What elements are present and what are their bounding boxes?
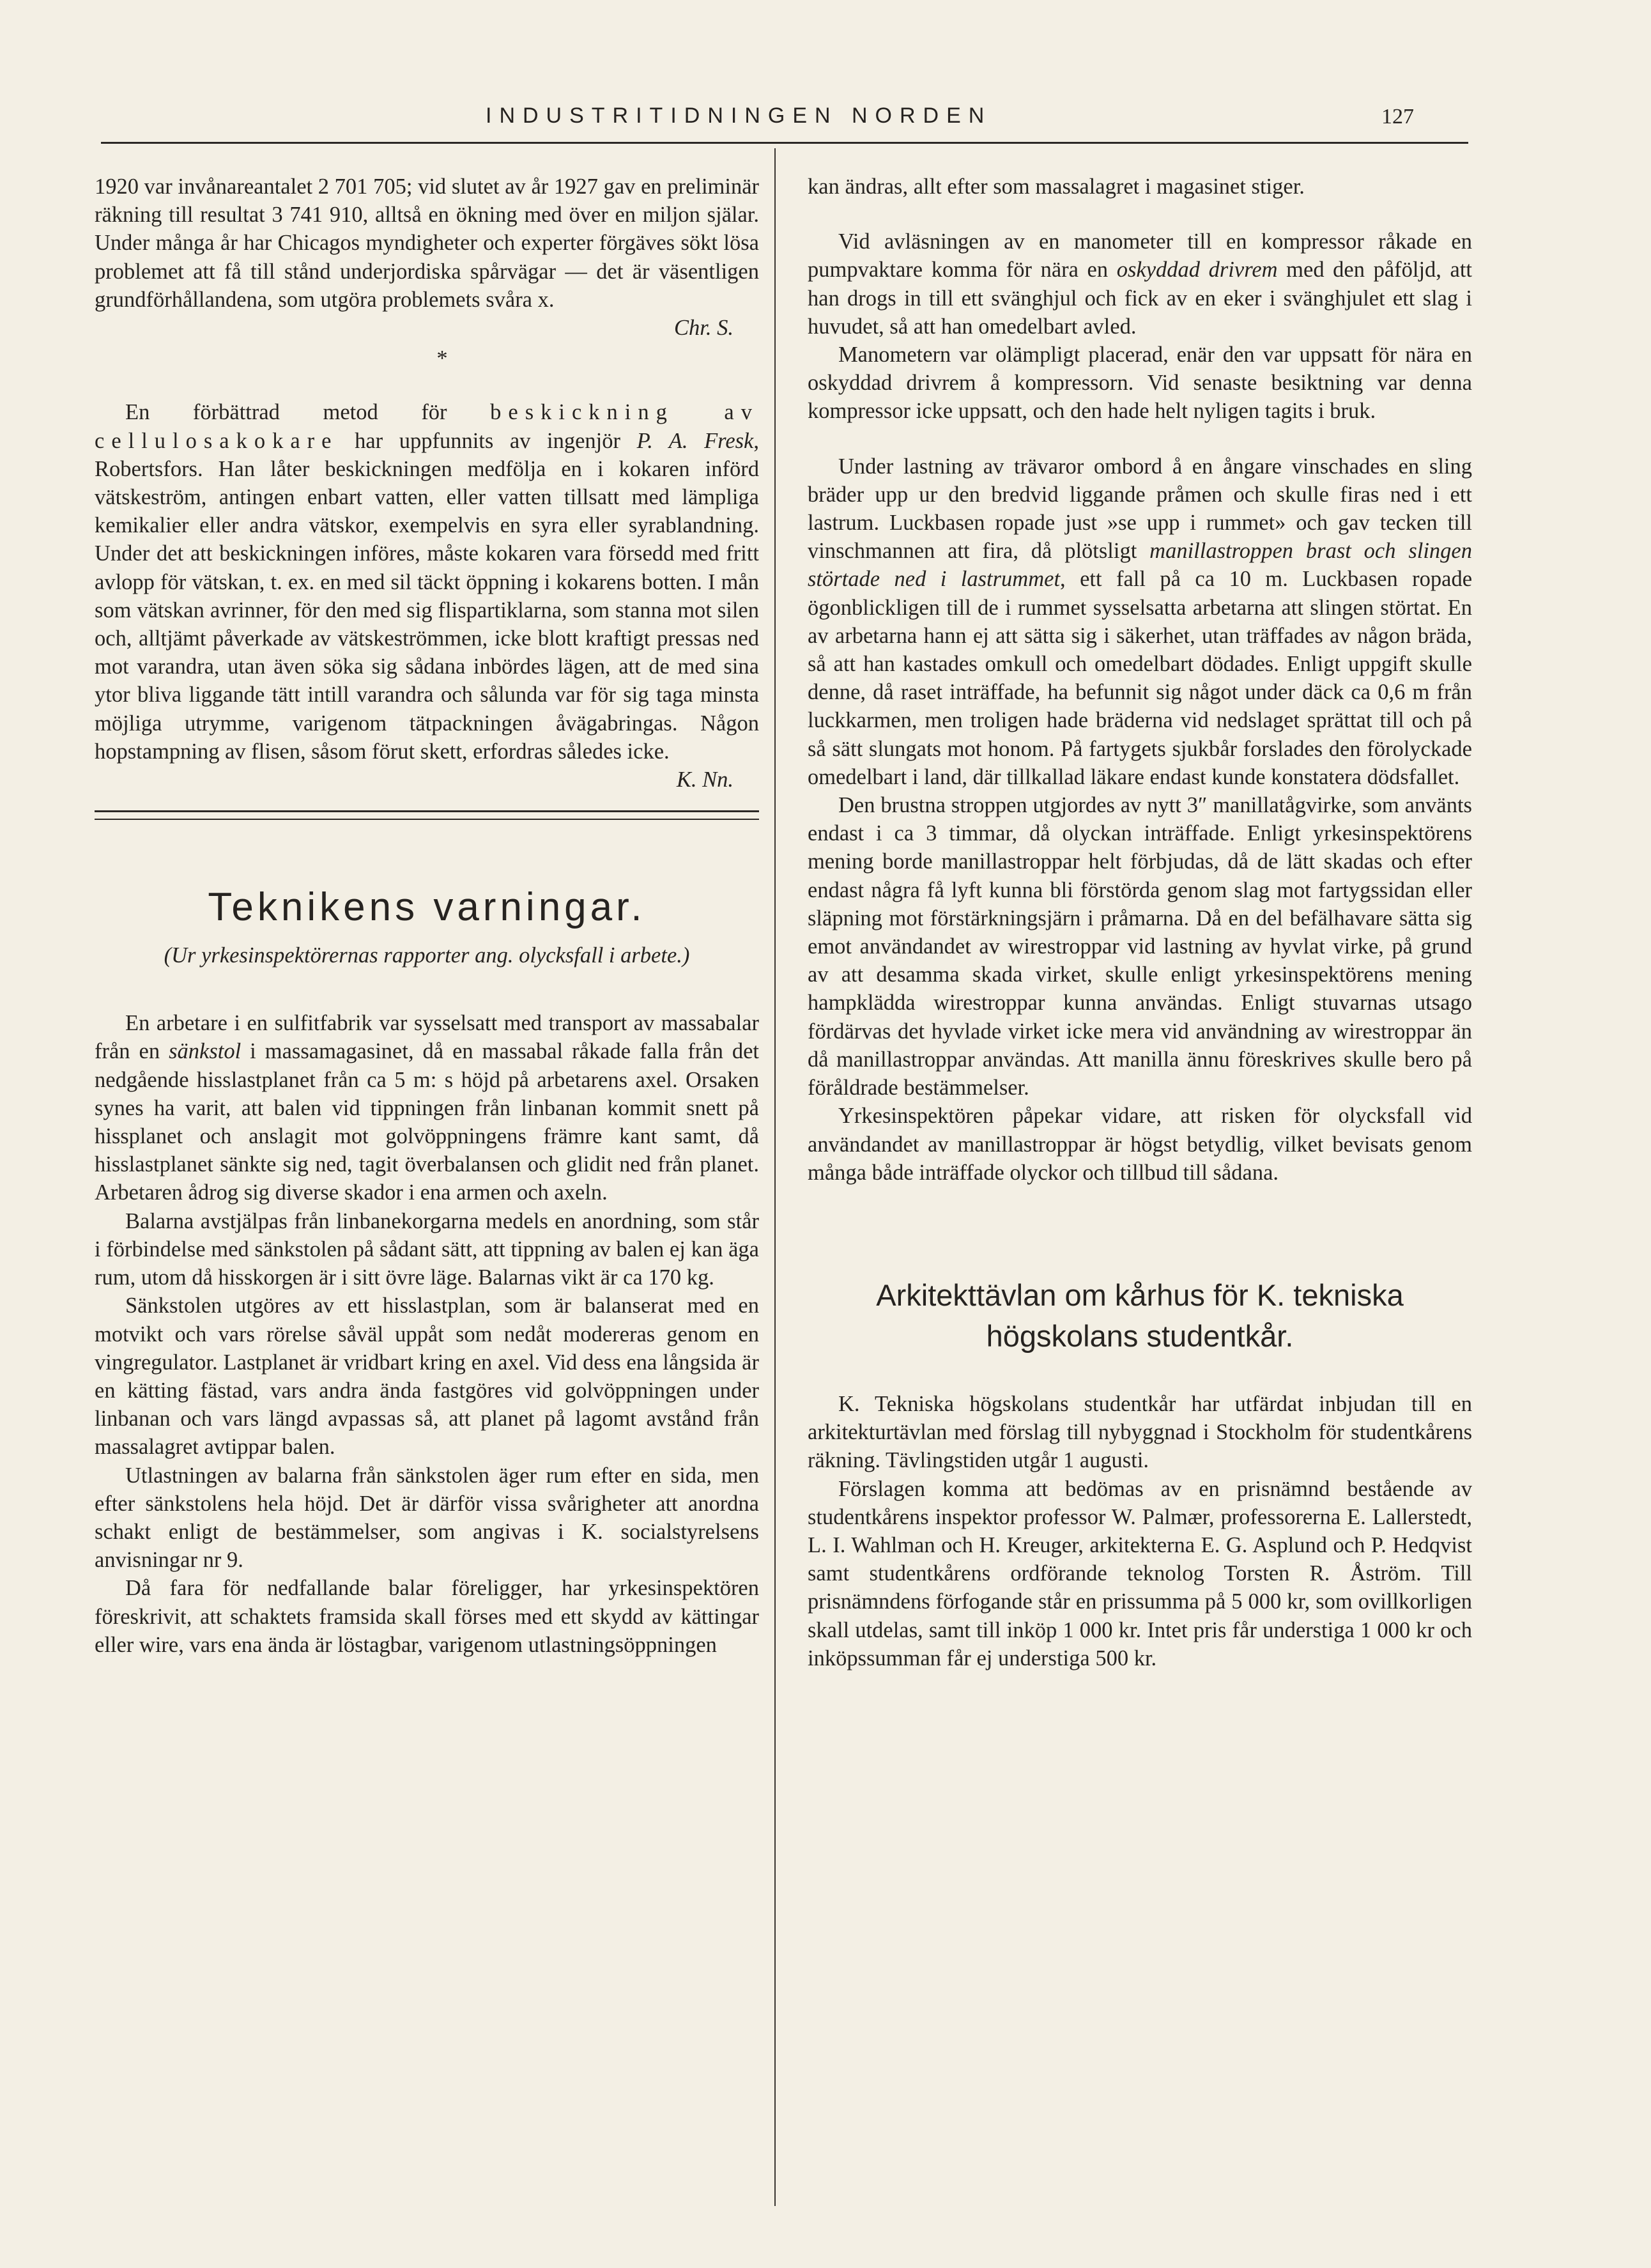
manometer-part-a: Vid avläsningen av en manometer till en kompressor råkade en pumpvaktare komma för nära en — [808, 229, 1472, 282]
paragraph-manometer — [808, 228, 1472, 341]
paragraph-balarna: Balarna avstjälpas från linbanekorgarna medels en anordning, som står i förbindelse med sänkstolen på sådant sätt, att tippning av balen ej kan äga rum, utom då hisskorgen är i sitt övre läge. Balarnas vikt är ca 170 kg. — [95, 1208, 759, 1290]
para1-part-b: i massamagasinet, då en massabal råkade falla från det nedgående hisslastplanet från ca 5 m: s höjd på arbetarens axel. Orsaken synes ha varit, att balen vid tippningen från linbanan kommit snett på hissplanet och anslagit mot golvöppningens främre kant samt, då hisslastplanet sänkte sig ned, tagit överbalansen och glidit ned från planet. Arbetaren ådrog sig diverse skador i ena armen och axeln. — [95, 1039, 759, 1205]
paragraph-utlastningen: Utlastningen av balarna från sänkstolen äger rum efter en sida, men efter sänkstolens hela höjd. Det är därför vissa svårigheter att anordna schakt enligt de bestämmelser, som angivas i K. socialstyrelsens anvisningar nr 9. — [95, 1463, 759, 1573]
para1-part-a: En arbetare i en sulfitfabrik var sysselsatt med transport av massabalar från en — [95, 1011, 759, 1064]
beskickning-intro: En förbättrad metod för — [125, 400, 491, 425]
section-title-arkitekttavlan — [808, 1275, 1472, 1357]
paragraph-fara: Då fara för nedfallande balar föreligger, har yrkesinspektören föreskrivit, att schaktets framsida skall förses med ett skydd av kättingar eller wire, vars ena ända är löstagbar, varigenom utlastningsöppningen — [95, 1576, 759, 1657]
manometer-italic: oskyddad drivrem — [1116, 258, 1278, 282]
paragraph-chicago: 1920 var invånareantalet 2 701 705; vid slutet av år 1927 gav en preliminär räkning till resultat 3 741 910, alltså en ökning med över en miljon själar. Under många år har Chicagos myndigheter och experter förgäves sökt lösa problemet att få till stånd underjordiska spårvägar — det är väsentligen grundförhållandena, som utgöra problemets svåra x. — [95, 174, 759, 312]
paragraph-arkitekt-1: K. Tekniska högskolans studentkår har utfärdat inbjudan till en arkitekturtävlan med förslag till nybyggnad i Stockholm för studentkårens räkning. Tävlingstiden utgår 1 augusti. — [808, 1391, 1472, 1473]
section-title-teknikens-varningar: Teknikens varningar. — [208, 885, 646, 930]
paragraph-continuation: kan ändras, allt efter som massalagret i magasinet stiger. — [808, 174, 1305, 199]
section-double-rule — [95, 810, 759, 820]
beskickning-spaced-term: beskickning av cellulosakokare — [95, 400, 759, 453]
inventor-name: P. A. Fresk — [636, 428, 754, 453]
beskickning-rest: , Robertsfors. Han låter beskickningen medfölja en i kokaren införd vätskeström, antingen enbart vatten, eller vatten tillsatt med lämpliga kemikalier eller andra vätskor, exempelvis en syra eller syrablandning. Under det att beskickningen införes, måste kokaren vara försedd med fritt avlopp för vätskan, t. ex. en med sil täckt öppning i kokarens botten. I mån som vätskan avrinner, för den med sig flispartiklarna, som stanna mot silen och, alltjämt påverkade av vätskeströmmen, icke blott kraftigt pressas ned mot varandra, utan även söka sig sådana inbördes lägen, att de med sina ytor bliva liggande tätt intill varandra och sålunda var för sig taga minsta möjliga utrymme, varigenom tätpackningen åvägabringas. Någon hopstampning av flisen, såsom förut skett, erfordras således icke. — [95, 428, 759, 764]
paragraph-sulfitfabrik — [95, 1009, 759, 1207]
journal-title: INDUSTRITIDNINGEN NORDEN — [486, 104, 992, 128]
signature-chicago: Chr. S. — [674, 316, 733, 341]
section-title-line-1: Arkitekttävlan om kårhus för K. tekniska — [876, 1277, 1404, 1312]
left-column — [95, 173, 759, 1659]
manometer-part-b: med den påföljd, att han drogs in till ett svänghjul och fick av en eker i svänghjulet ett slag i huvudet, så att han omedelbart avled. — [808, 258, 1473, 339]
section-title-line-2: högskolans studentkår. — [986, 1318, 1294, 1353]
header-rule — [101, 142, 1468, 144]
section-subtitle: (Ur yrkesinspektörernas rapporter ang. olycksfall i arbete.) — [164, 943, 690, 968]
lastning-part-b: , ett fall på ca 10 m. Luckbasen ropade ögonblickligen till de i rummet sysselsatta arbetarna att slingen störtat. En av arbetarna hann ej att sätta sig i säkerhet, utan träffades av någon bräda, så att han kastades omkull och omedelbart dödades. Enligt uppgift skulle denne, då raset inträffade, ha befunnit sig något under däck ca 0,6 m från luckkarmen, men troligen hade bräderna vid nedslaget sprättat till och på så sätt slungats mot honom. På fartygets sjukbår forslades den förolyckade omedelbart i land, där tillkallad läkare endast kunde konstatera dödsfallet. — [808, 567, 1473, 789]
page-number: 127 — [1381, 105, 1414, 128]
paragraph-sankstolen: Sänkstolen utgöres av ett hisslastplan, som är balanserat med en motvikt och vars rörelse såväl uppåt som nedåt modereras genom en vingregulator. Lastplanet är vridbart kring en axel. Vid dess ena långsida är en kätting fästad, vars andra ända fastgöres vid golvöppningen under linbanan och vars längd avpassas så, att planet på lagomt avstånd från massalagret avtippar balen. — [95, 1293, 759, 1460]
column-divider — [774, 148, 776, 2206]
paragraph-beskickning — [95, 398, 759, 766]
beskickning-mid: har uppfunnits av ingenjör — [338, 428, 637, 453]
para1-italic: sänkstol — [169, 1039, 242, 1064]
paragraph-arkitekt-2: Förslagen komma att bedömas av en prisnämnd bestående av studentkårens inspektor professor W. Palmær, professorerna E. Lallerstedt, L. I. Wahlman och H. Kreuger, arkitekterna E. G. Asplund och P. Hedqvist samt studentkårens ordförande teknolog Torsten R. Åström. Till prisnämndens förfogande står en prissumma på 5 000 kr, som ovillkorligen skall utdelas, samt till inköp 1 000 kr. Intet pris får understiga 1 000 kr och inköpssumman får ej understiga 500 kr. — [808, 1476, 1472, 1670]
paragraph-stroppen: Den brustna stroppen utgjordes av nytt 3″ manillatågvirke, som använts endast i ca 3 timmar, då olyckan inträffade. Enligt yrkesinspektörens mening borde manillastroppar helt förbjudas, då de lätt skadas och efter endast några få lyft kunna bli förstörda genom slag mot fartygssidan eller släpning mot förstärkningsjärn i pråmarna. Då en del befälhavare sätta sig emot användandet av wirestroppar vid lastning av hyvlat virke, på grund av att desamma skada virket, skulle enligt yrkesinspektörens mening hampklädda wirestroppar kunna användas. Enligt stuvarnas utsago fördärvas det hyvlade virket icke mera vid användning av wirestroppar än då manillastroppar användas. Att manilla ännu föreskrives skulle bero på föråldrade bestämmelser. — [808, 793, 1472, 1100]
lastning-italic: manillastroppen brast och slingen störtade ned i lastrummet — [808, 539, 1472, 592]
right-column — [808, 173, 1472, 1672]
asterisk-separator: * — [436, 346, 448, 371]
paragraph-manometer-2: Manometern var olämpligt placerad, enär den var uppsatt för nära en oskyddad drivrem å kompressorn. Vid senaste besiktning var denna kompressor icke uppsatt, och den hade helt nyligen tagits i bruk. — [808, 343, 1472, 424]
signature-beskickning: K. Nn. — [676, 768, 733, 792]
lastning-part-a: Under lastning av trävaror ombord å en ångare vinschades en sling bräder upp ur den bredvid liggande pråmen och skulle firas ned i ett lastrum. Luckbasen ropade just »se upp i rummet» och gav tecken till vinschmannen att fira, då plötsligt — [808, 454, 1472, 564]
paragraph-lastning — [808, 452, 1472, 791]
paragraph-risken: Yrkesinspektören påpekar vidare, att risken för olycksfall vid användandet av manillastroppar är högst betydlig, vilket bevisats genom många både inträffade olyckor och tillbud till sådana. — [808, 1104, 1472, 1185]
